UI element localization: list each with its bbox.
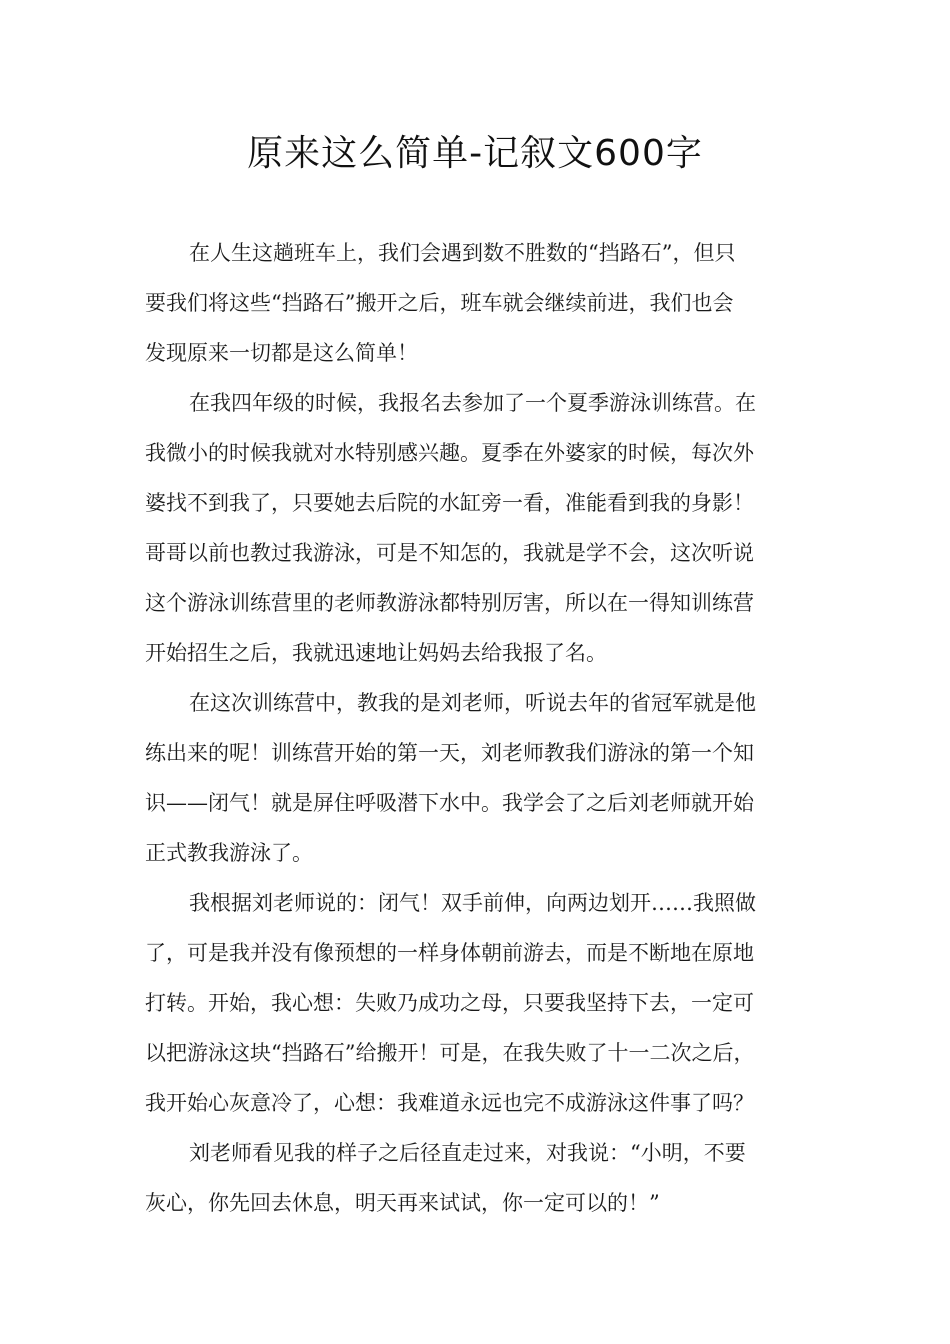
- text-line: 要我们将这些“挡路石”搬开之后，班车就会继续前进，我们也会: [145, 291, 734, 315]
- text-line: 在我四年级的时候，我报名去参加了一个夏季游泳训练营。在: [189, 391, 756, 415]
- text-line: 这个游泳训练营里的老师教游泳都特别厉害，所以在一得知训练营: [145, 591, 754, 615]
- text-line: 我根据刘老师说的：闭气！双手前伸，向两边划开……我照做: [189, 891, 756, 915]
- text-line: 开始招生之后，我就迅速地让妈妈去给我报了名。: [145, 641, 607, 665]
- text-line: 灰心，你先回去休息，明天再来试试，你一定可以的！”: [145, 1191, 660, 1215]
- text-line: 在人生这趟班车上，我们会遇到数不胜数的“挡路石”，但只: [189, 241, 736, 265]
- paragraph-1: [145, 228, 825, 378]
- text-line: 了，可是我并没有像预想的一样身体朝前游去，而是不断地在原地: [145, 941, 754, 965]
- text-line: 以把游泳这块“挡路石”给搬开！可是，在我失败了十一二次之后，: [145, 1041, 755, 1065]
- document-body: [145, 228, 825, 1228]
- paragraph-4: [145, 878, 825, 1128]
- text-line: 正式教我游泳了。: [145, 841, 313, 865]
- paragraph-5: [145, 1128, 825, 1228]
- paragraph-2: [145, 378, 825, 678]
- text-line: 打转。开始，我心想：失败乃成功之母，只要我坚持下去，一定可: [145, 991, 754, 1015]
- text-line: 哥哥以前也教过我游泳，可是不知怎的，我就是学不会，这次听说: [145, 541, 754, 565]
- text-line: 刘老师看见我的样子之后径直走过来，对我说：“小明，不要: [189, 1141, 746, 1165]
- paragraph-3: [145, 678, 825, 878]
- text-line: 识——闭气！就是屏住呼吸潜下水中。我学会了之后刘老师就开始: [145, 791, 754, 815]
- text-line: 在这次训练营中，教我的是刘老师，听说去年的省冠军就是他: [189, 691, 756, 715]
- text-line: 练出来的呢！训练营开始的第一天，刘老师教我们游泳的第一个知: [145, 741, 754, 765]
- text-line: 我微小的时候我就对水特别感兴趣。夏季在外婆家的时候，每次外: [145, 441, 754, 465]
- text-line: 我开始心灰意冷了，心想：我难道永远也完不成游泳这件事了吗？: [145, 1091, 754, 1115]
- text-line: 发现原来一切都是这么简单！: [145, 341, 418, 365]
- text-line: 婆找不到我了，只要她去后院的水缸旁一看，准能看到我的身影！: [145, 491, 754, 515]
- document-title: 原来这么简单-记叙文600字: [247, 133, 703, 174]
